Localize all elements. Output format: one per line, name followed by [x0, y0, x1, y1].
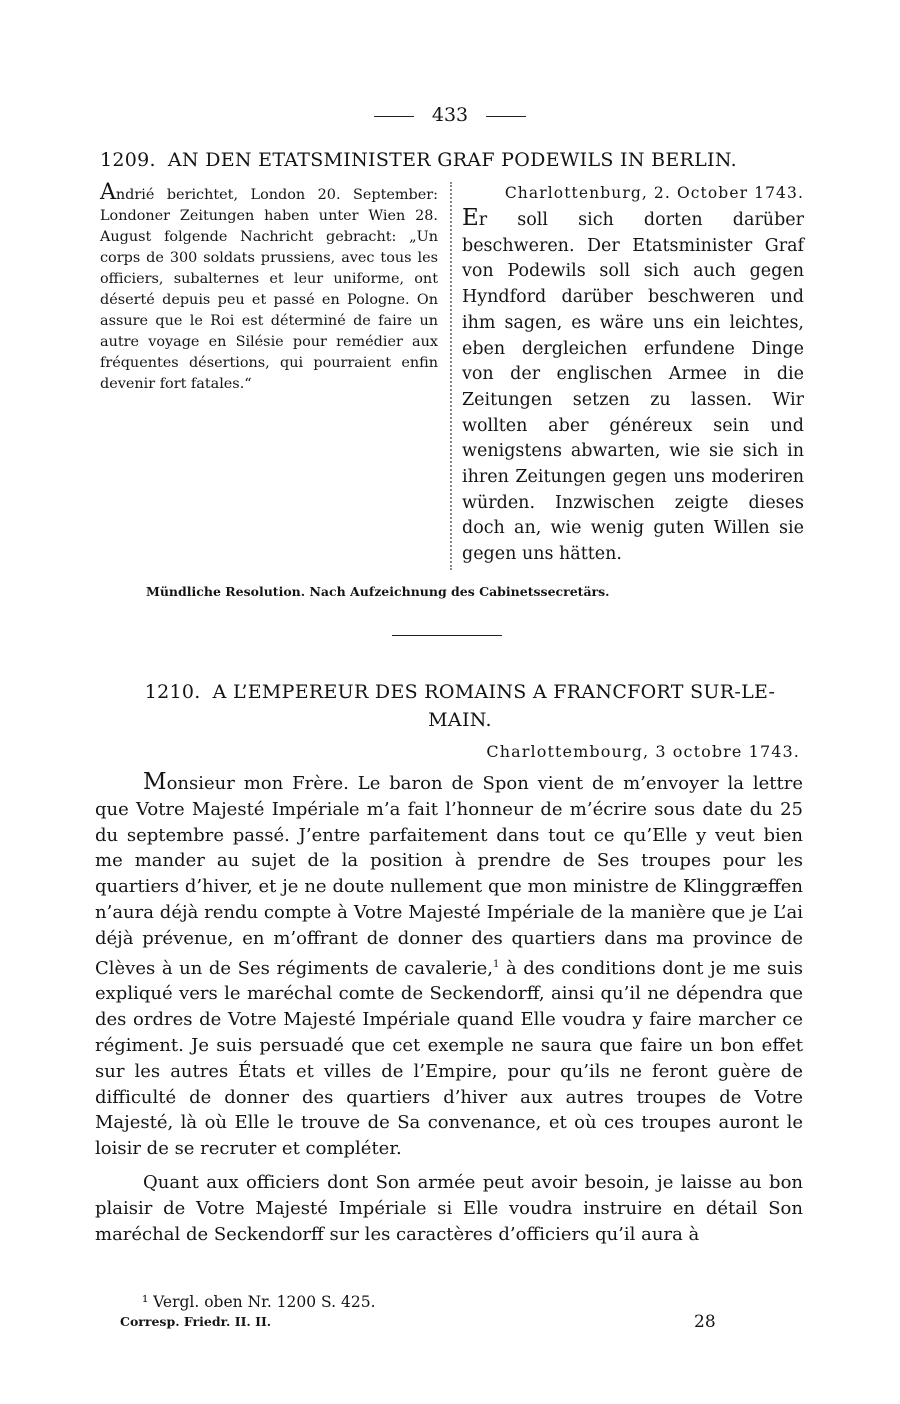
- document-1209-resolution: [462, 182, 804, 568]
- section-separator: [392, 635, 502, 636]
- document-1210-letter: [95, 770, 803, 1247]
- document-1209-columns: [100, 182, 806, 572]
- letter-paragraph-1-text-a: onsieur mon Frère. Le baron de Spon vient de m’envoyer la lettre que Votre Majesté Impériale m’a fait l’honneur de m’écrire sous date du 25 du septembre passé. J’entre parfaitement dans tout ce qu’Elle y veut bien me mander au sujet de la position à prendre de Ses troupes pour les quartiers d’hiver, et je ne doute nullement que mon ministre de Klinggræffen n’aura déjà rendu compte à Votre Majesté Impériale de la manière que je L’ai déjà prévenue, en m’offrant de donner des quartiers dans ma province de Clèves à un de Ses régiments de cavalerie,: [95, 773, 803, 979]
- document-1209-heading: [100, 146, 808, 174]
- page-number-dash-right: [486, 116, 526, 117]
- page-number: [0, 104, 900, 126]
- resolution-initial: E: [462, 205, 479, 231]
- document-1209-number: 1209.: [100, 149, 156, 171]
- document-1209-summary: [100, 182, 438, 395]
- letter-paragraph-2: Quant aux officiers dont Son armée peut avoir besoin, je laisse au bon plaisir de Votre Majesté Impériale si Elle voudra instruire en détail Son maréchal de Seckendorff sur les caractères d’officiers qu’il aura à: [95, 1171, 803, 1245]
- page-number-dash-left: [374, 116, 414, 117]
- footer-signature-mark: 28: [694, 1312, 716, 1332]
- footnote: ¹ Vergl. oben Nr. 1200 S. 425.: [142, 1293, 376, 1311]
- letter-initial: M: [143, 769, 167, 795]
- document-1209-source-note: Mündliche Resolution. Nach Aufzeichnung des Cabinetssecretärs.: [146, 584, 610, 599]
- document-1210-place-date: Charlottembourg, 3 octobre 1743.: [486, 742, 800, 761]
- document-1209-text: [462, 206, 804, 568]
- document-1210-title: A L’EMPEREUR DES ROMAINS A FRANCFORT SUR-LE-MAIN.: [212, 681, 776, 731]
- column-divider: [450, 182, 452, 570]
- summary-initial: A: [100, 180, 116, 205]
- footnote-marker: 1: [492, 958, 500, 970]
- resolution-text: r soll sich dorten darüber beschweren. Der Etatsminister Graf von Podewils soll sich auch gegen Hyndford darüber beschweren und ihm sagen, es wäre uns ein leichtes, eben dergleichen erfundene Dinge von der englischen Armee in die Zeitungen setzen zu lassen. Wir wollten aber généreux sein und wenigstens abwarten, wie sie sich in ihren Zeitungen gegen uns moderiren würden. Inzwischen zeigte dieses doch an, wie wenig guten Willen sie gegen uns hätten.: [462, 210, 804, 565]
- letter-paragraph-1-text-b: à des conditions dont je me suis expliqué vers le maréchal comte de Seckendorff, ainsi qu’il ne dépendra que des ordres de Votre Majesté Impériale quand Elle voudra y faire marcher ce régiment. Je suis persuadé que cet exemple ne saura que faire un bon effet sur les autres États et villes de l’Empire, pour qu’ils ne feront guère de difficulté de donner des quartiers d’hiver aux autres troupes de Votre Majesté, là où Elle le trouve de Sa convenance, et où ces troupes auront le loisir de se recruter et compléter.: [95, 957, 803, 1160]
- document-1210-heading: [120, 678, 800, 734]
- footer-citation: Corresp. Friedr. II. II.: [120, 1314, 272, 1329]
- page-number-text: 433: [431, 104, 469, 126]
- document-1209-place-date: Charlottenburg, 2. October 1743.: [504, 184, 804, 202]
- summary-text: ndrié berichtet, London 20. September: Londoner Zeitungen haben unter Wien 28. August folgende Nachricht gebracht: „Un corps de 300 soldats prussiens, avec tous les officiers, subalternes et leur uniforme, ont déserté depuis peu et passé en Pologne. On assure que le Roi est déterminé de faire un autre voyage en Silésie pour remédier aux fréquentes désertions, qui pourraient enfin devenir fort fatales.“: [100, 187, 438, 392]
- document-1210-number: 1210.: [144, 681, 201, 703]
- letter-paragraph-1: [95, 770, 803, 1162]
- document-1209-title: AN DEN ETATSMINISTER GRAF PODEWILS IN BERLIN.: [167, 149, 737, 171]
